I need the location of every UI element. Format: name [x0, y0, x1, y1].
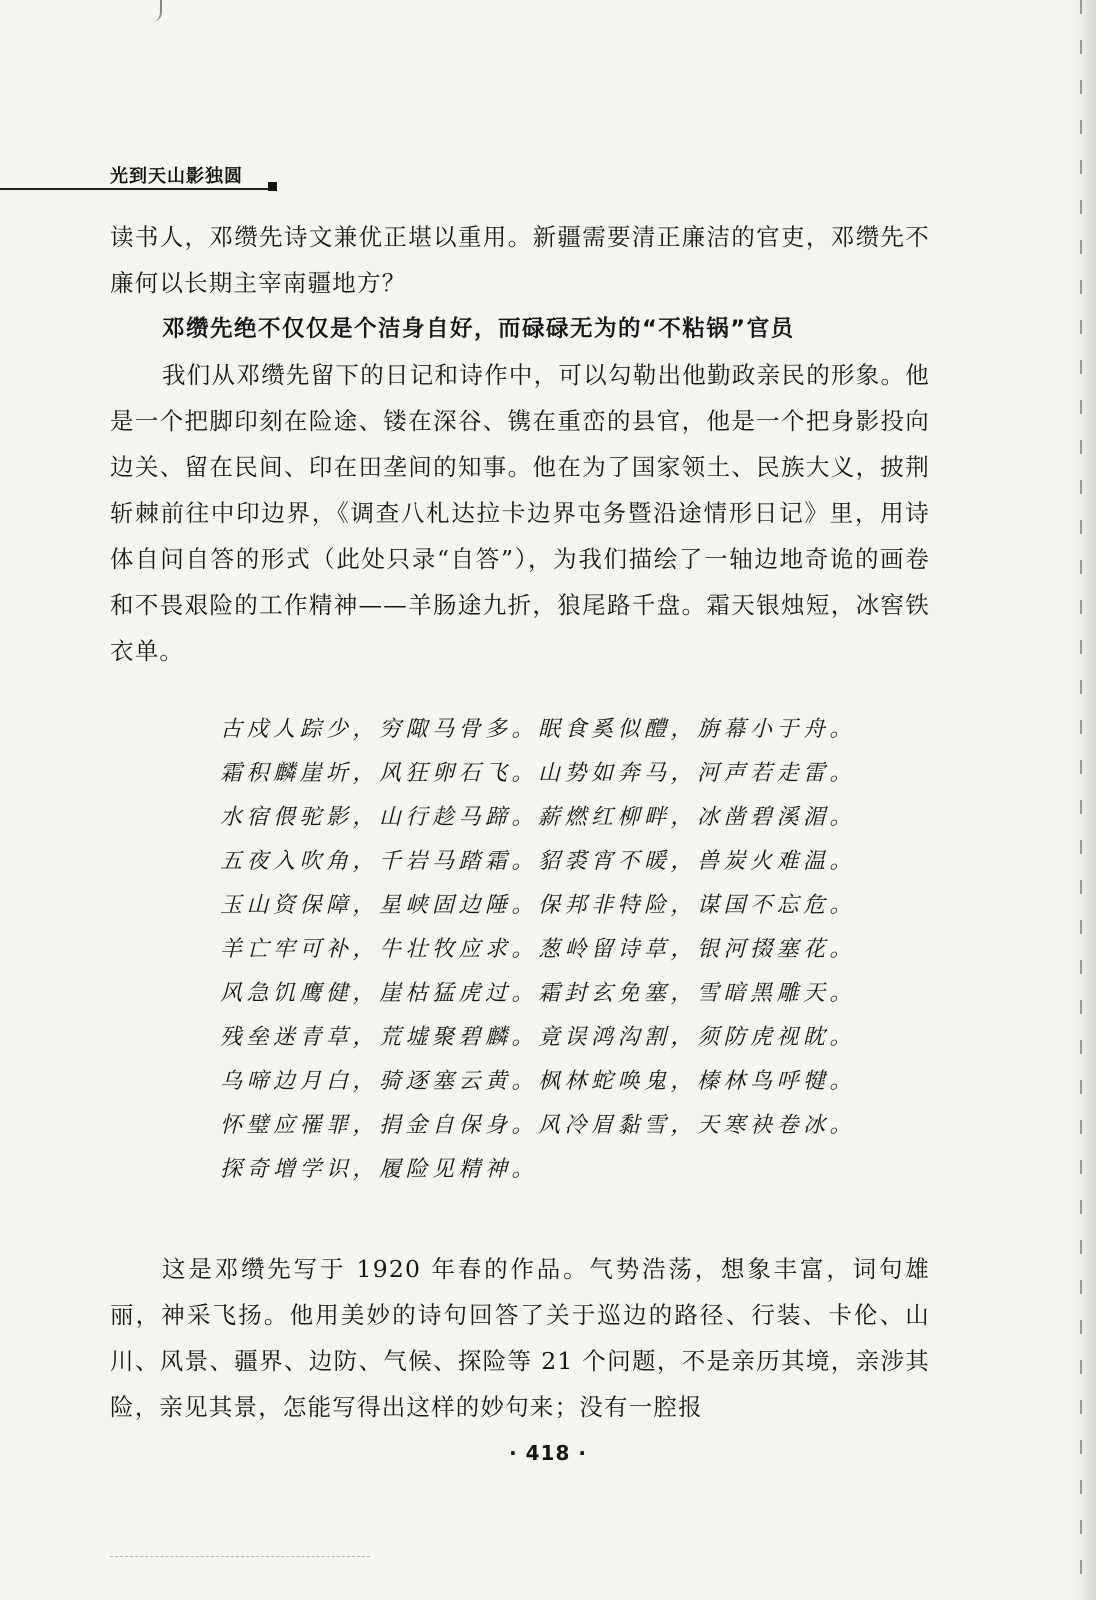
- poem-line: 探奇增学识，履险见精神。: [220, 1157, 539, 1182]
- bottom-text-block: [110, 1246, 930, 1430]
- paragraph-bottom: 这是邓缵先写于 1920 年春的作品。气势浩荡，想象丰富，词句雄丽，神采飞扬。他用美妙的诗句回答了关于巡边的路径、行装、卡伦、山川、风景、疆界、边防、气候、探险等 21 个问题，不是亲历其境，亲涉其险，亲见其景，怎能写得出这样的妙句来；没有一腔报: [110, 1255, 930, 1421]
- poem-line: 残垒迷青草，荒墟聚碧麟。竟误鸿沟割，须防虎视眈。: [220, 1025, 857, 1050]
- running-header-title: 光到天山影独圆: [110, 166, 243, 187]
- poem-line: 霜积麟崖圻，风狂卵石飞。山势如奔马，河声若走雷。: [220, 761, 857, 786]
- poem-line: 羊亡牢可补，牛壮牧应求。葱岭留诗草，银河掇塞花。: [220, 937, 857, 962]
- page-edge-binding: [1080, 0, 1082, 1600]
- poem-line: 玉山资保障，星峡固边陲。保邦非特险，谋国不忘危。: [220, 893, 857, 918]
- poem-line: 怀璧应罹罪，捐金自保身。风冷眉黏雪，天寒袂卷冰。: [220, 1113, 857, 1138]
- scan-corner-mark: [146, 0, 162, 22]
- top-text-block: [110, 214, 930, 674]
- footer-scan-rule: [110, 1556, 370, 1557]
- poem-line: 乌啼边月白，骑逐塞云黄。枫林蛇唤鬼，榛林鸟呼犍。: [220, 1069, 857, 1094]
- page-edge-shadow: [1070, 0, 1096, 1600]
- paragraph-continued: 读书人，邓缵先诗文兼优正堪以重用。新疆需要清正廉洁的官吏，邓缵先不廉何以长期主宰南疆地方？: [110, 223, 930, 297]
- page-number: · 418 ·: [509, 1441, 587, 1465]
- poem-line: 风急饥鹰健，崖枯猛虎过。霜封玄免塞，雪暗黑雕天。: [220, 981, 857, 1006]
- poem-line: 五夜入吹角，千岩马踏霜。貂裘宵不暖，兽炭火难温。: [220, 849, 857, 874]
- header-rule: [0, 188, 268, 190]
- running-header: [0, 162, 290, 192]
- section-heading: 邓缵先绝不仅仅是个洁身自好，而碌碌无为的“不粘锅”官员: [162, 316, 795, 342]
- poem-line: 水宿偎驼影，山行趁马蹄。薪燃红柳畔，冰凿碧溪湄。: [220, 805, 857, 830]
- paragraph-main: 我们从邓缵先留下的日记和诗作中，可以勾勒出他勤政亲民的形象。他是一个把脚印刻在险途、镂在深谷、镌在重峦的县官，他是一个把身影投向边关、留在民间、印在田垄间的知事。他在为了国家领土、民族大义，披荆斩棘前往中印边界，《调查八札达拉卡边界屯务暨沿途情形日记》里，用诗体自问自答的形式（此处只录“自答”），为我们描绘了一轴边地奇诡的画卷和不畏艰险的工作精神——羊肠途九折，狼尾路千盘。霜天银烛短，冰窖铁衣单。: [110, 361, 930, 665]
- header-square-mark: [268, 182, 277, 191]
- poem-line: 古戍人踪少，穷陬马骨多。眠食奚似醴，旃幕小于舟。: [220, 717, 857, 742]
- poem-block: [220, 708, 880, 1192]
